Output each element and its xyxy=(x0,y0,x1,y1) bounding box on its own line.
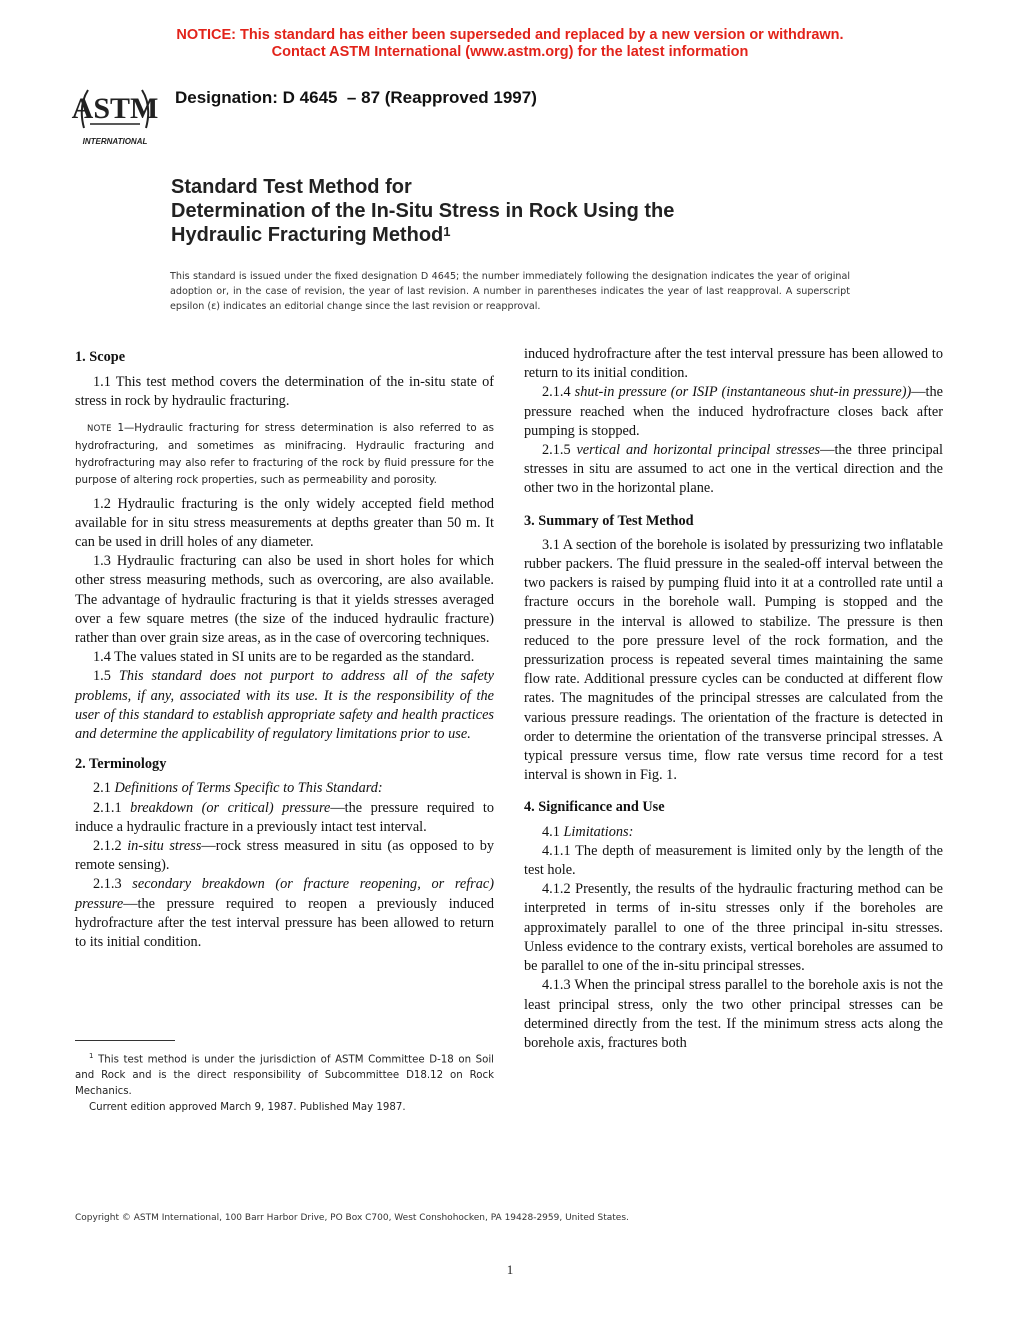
para-4-1-number: 4.1 xyxy=(542,823,564,840)
para-2-1-4-number: 2.1.4 xyxy=(542,384,575,401)
title-line-3 xyxy=(171,223,674,247)
logo-text: ASTM xyxy=(71,92,159,125)
para-4-1-3: 4.1.3 When the principal stress parallel to the borehole axis is not the least principal stress, only the two other principal stresses can be determined directly from the test. If the minimum stress acts along the borehole axis, fractures both xyxy=(524,977,943,1051)
para-2-1-3-term: secondary breakdown (or fracture reopening, or refrac) pressure xyxy=(75,876,495,912)
para-2-1-5-text: —the three principal stresses in situ are assumed to act one in the vertical direction and the other two in the horizontal plane. xyxy=(524,442,943,497)
note-1 xyxy=(75,420,494,489)
note-text: 1—Hydraulic fracturing for stress determination is also referred to as hydrofracturing, and sometimes as minifracing. Hydraulic fracturing and hydrofracturing may also refer to fracturing of the rock by fluid pressure for the purpose of altering rock properties, such as permeability and porosity. xyxy=(75,421,494,486)
para-4-1 xyxy=(524,823,943,842)
page-number: 1 xyxy=(506,1262,514,1277)
note-label: NOTE xyxy=(87,423,112,434)
notice-line-1: NOTICE: This standard has either been superseded and replaced by a new version or withdrawn. xyxy=(176,27,844,43)
footnote-text-1: This test method is under the jurisdiction of ASTM Committee D-18 on Soil and Rock and is the direct responsibility of Subcommittee D18.12 on Rock Mechanics. xyxy=(75,1054,494,1098)
para-2-1-2-term: in-situ stress xyxy=(127,838,202,855)
left-column xyxy=(75,345,495,951)
withdrawal-notice xyxy=(0,27,1020,61)
title-line-1: Standard Test Method for xyxy=(171,176,412,198)
notice-line-2: Contact ASTM International (www.astm.org) for the latest information xyxy=(271,44,749,60)
para-2-1-4-text: —the pressure reached when the induced hydrofracture closes back after pumping is stopped. xyxy=(524,384,943,439)
para-1-5 xyxy=(75,667,494,744)
para-2-1-1 xyxy=(75,799,494,837)
para-1-5-number: 1.5 xyxy=(93,668,119,685)
para-2-1-4-term: shut-in pressure (or ISIP (instantaneous shut-in pressure)) xyxy=(574,384,912,401)
para-2-1-2 xyxy=(75,837,494,875)
para-2-1-3 xyxy=(75,875,495,951)
para-4-1-text: Limitations: xyxy=(563,823,634,840)
footnote-rule xyxy=(75,1040,175,1041)
copyright: Copyright © ASTM International, 100 Barr Harbor Drive, PO Box C700, West Conshohocken, PA 19428-2959, United States. xyxy=(75,1213,629,1223)
para-1-5-text: This standard does not purport to address all of the safety problems, if any, associated with its use. It is the responsibility of the user of this standard to establish appropriate safety and health practices and determine the applicability of regulatory limitations prior to use. xyxy=(75,668,494,743)
para-4-1-1: 4.1.1 The depth of measurement is limited only by the length of the test hole. xyxy=(524,842,943,879)
para-2-1-5 xyxy=(524,441,943,499)
para-2-1-5-term: vertical and horizontal principal stresses xyxy=(576,442,821,459)
para-2-1-4 xyxy=(524,383,943,441)
para-2-1-3-text: —the pressure required to reopen a previously induced hydrofracture after the test interval pressure has been allowed to return to its initial condition. xyxy=(75,895,494,951)
terminology-heading: 2. Terminology xyxy=(75,756,167,773)
para-4-1-2: 4.1.2 Presently, the results of the hydraulic fracturing method can be interpreted in terms of in-situ stresses only if the boreholes are approximately parallel to one of the three principal in-situ stresses. Unless evidence to the contrary exists, vertical boreholes are assumed to be parallel to one of the in-situ principal stresses. xyxy=(524,881,943,975)
para-2-1-1-text: —the pressure required to induce a hydraulic fracture in a previously intact test interval. xyxy=(75,799,495,835)
para-2-1-5-number: 2.1.5 xyxy=(542,442,577,459)
para-3-1: 3.1 A section of the borehole is isolated by pressurizing two inflatable rubber packers. The fluid pressure in the sealed-off interval between the two packers is raised by pumping fluid into it at a controlled rate until a fracture occurs in the borehole wall. Pumping is stopped and the pressure in the interval is allowed to stabilize. The pressure is then reduced to the pore pressure level of the rock formation, and the pressurization process is repeated several times maintaining the same flow rate. Additional pressure cycles can be conducted at different flow rates. The magnitudes of the principal stresses are calculated from the various pressure readings. The orientation of the fracture is detected in order to determine the orientation of the transverse principal stresses. A typical pressure versus time, flow rate versus time record for a test interval is shown in Fig. 1. xyxy=(524,536,943,784)
para-1-1: 1.1 This test method covers the determination of the in-situ state of stress in rock by hydraulic fracturing. xyxy=(75,374,494,410)
para-2-1-text: Definitions of Terms Specific to This Standard: xyxy=(114,780,383,797)
para-2-1-2-text: —rock stress measured in situ (as opposed to by remote sensing). xyxy=(75,838,494,874)
logo-subtext: INTERNATIONAL xyxy=(82,137,148,146)
title-line-3-text: Hydraulic Fracturing Method xyxy=(171,224,444,246)
significance-heading: 4. Significance and Use xyxy=(524,799,665,816)
footnote-mark: 1 xyxy=(89,1052,94,1060)
para-2-1 xyxy=(75,779,494,798)
para-2-1-2-number: 2.1.2 xyxy=(93,838,128,855)
document-title xyxy=(171,175,674,247)
para-1-2: 1.2 Hydraulic fracturing is the only widely accepted field method available for in situ stress measurements at depths greater than 50 m. It can be used in drill holes of any diameter. xyxy=(75,495,494,551)
issuance-statement: This standard is issued under the fixed designation D 4645; the number immediately following the designation indicates the year of original adoption or, in the case of revision, the year of last revision. A number in parentheses indicates the year of last reapproval. A superscript epsilon (ε) indicates an editorial change since the last revision or reapproval. xyxy=(170,271,850,312)
designation: Designation: D 4645 – 87 (Reapproved 1997) xyxy=(175,88,537,107)
scope-heading: 1. Scope xyxy=(75,349,126,365)
para-1-3: 1.3 Hydraulic fracturing can also be used in short holes for which other stress measuring methods, such as overcoring, are also available. The advantage of hydraulic fracturing is that it yields stresses averaged over a few square metres (the size of the induced hydraulic fracture) rather than over grain size areas, as in the case of overcoring techniques. xyxy=(75,553,494,647)
para-2-1-1-term: breakdown (or critical) pressure xyxy=(130,799,331,816)
footnote-2: Current edition approved March 9, 1987. Published May 1987. xyxy=(89,1102,406,1114)
summary-heading: 3. Summary of Test Method xyxy=(524,512,694,529)
astm-logo xyxy=(70,76,160,148)
title-footnote-mark: 1 xyxy=(443,224,451,239)
para-1-4: 1.4 The values stated in SI units are to be regarded as the standard. xyxy=(93,649,475,666)
para-2-1-3-continued: induced hydrofracture after the test interval pressure has been allowed to return to its initial condition. xyxy=(524,346,943,382)
right-column xyxy=(524,345,943,1053)
para-2-1-3-number: 2.1.3 xyxy=(93,876,133,893)
title-line-2: Determination of the In-Situ Stress in Rock Using the xyxy=(171,200,675,222)
para-2-1-1-number: 2.1.1 xyxy=(93,799,131,816)
footnote-1 xyxy=(75,1048,494,1100)
footnote xyxy=(75,1048,494,1116)
para-2-1-number: 2.1 xyxy=(93,780,115,797)
